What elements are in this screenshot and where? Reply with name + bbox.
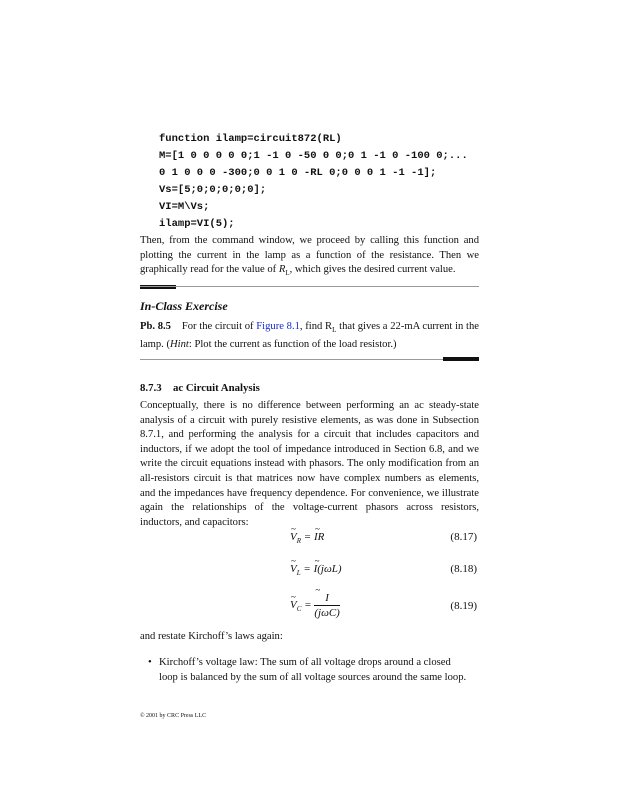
copyright-footer: © 2001 by CRC Press LLC — [140, 713, 207, 719]
code-line: M=[1 0 0 0 0 0;1 -1 0 -50 0 0;0 1 -1 0 -100 0;... — [159, 150, 468, 162]
exercise-problem: Pb. 8.5 For the circuit of Figure 8.1, find $R_L$ that gives a 22-mA current in the lamp. (Hint: Plot the current as function of the load resistor.) — [140, 321, 479, 350]
paragraph-ac-analysis: Conceptually, there is no difference between performing an ac steady-state analysis of a circuit with purely resistive elements, as was done in Subsection 8.7.1, and performing the analysis for a circuit that includes capacitors and inductors, if we adopt the tool of impedance introduced in Section 6.8, and we write the circuit equations instead with phasors. The only modification from an all-resistors circuit is that matrices now have complex numbers as elements, and the impedances have frequency dependence. For convenience, we illustrate again the relationships of the voltage-current phasors across resistors, inductors, and capacitors: — [140, 400, 479, 528]
problem-label: Pb. 8.5 — [140, 321, 171, 332]
code-line: 0 1 0 0 0 -300;0 0 1 0 -RL 0;0 0 0 1 -1 -1]; — [159, 167, 437, 179]
exercise-title: In-Class Exercise — [140, 299, 228, 313]
code-line: function ilamp=circuit872(RL) — [159, 133, 342, 145]
equation-number: (8.19) — [450, 600, 477, 612]
code-line: ilamp=VI(5); — [159, 218, 235, 230]
list-item: • Kirchoff’s voltage law: The sum of all voltage drops around a closed loop is balanced by the sum of all voltage sources around the same loop. — [148, 657, 467, 683]
figure-link[interactable]: Figure 8.1 — [256, 321, 300, 332]
exercise-top-rule — [140, 286, 479, 287]
code-line: VI=M\Vs; — [159, 201, 210, 213]
equation-8-18: ~ $V_L$ = ~ I(jωL) (8.18) — [140, 557, 479, 587]
equation-8-17: ~ $V_R$ = ~ IR (8.17) — [140, 525, 479, 555]
fraction: ~ $\frac{I}{\text{(jωC)}}$ — [314, 592, 340, 619]
bullet-icon: • — [148, 657, 152, 668]
code-block — [159, 131, 468, 233]
equation-number: (8.17) — [450, 531, 477, 543]
paragraph-command-window: Then, from the command window, we proceed by calling this function and plotting the current in the lamp as a function of the resistance. Then we graphically read for the value of $R_L$, which gives the desired current value. — [140, 235, 479, 278]
section-heading: 8.7.3 ac Circuit Analysis — [140, 382, 260, 394]
exercise-bottom-bar — [443, 357, 479, 361]
exercise-bottom-rule — [140, 359, 479, 360]
equation-8-19: ~ $V_C$ = ~ $\frac{I}{\text{(jωC)}}$ (8.19) — [140, 590, 479, 628]
code-line: Vs=[5;0;0;0;0;0]; — [159, 184, 267, 196]
equation-number: (8.18) — [450, 563, 477, 575]
paragraph-kirchoff: and restate Kirchoff’s laws again: — [140, 631, 283, 642]
